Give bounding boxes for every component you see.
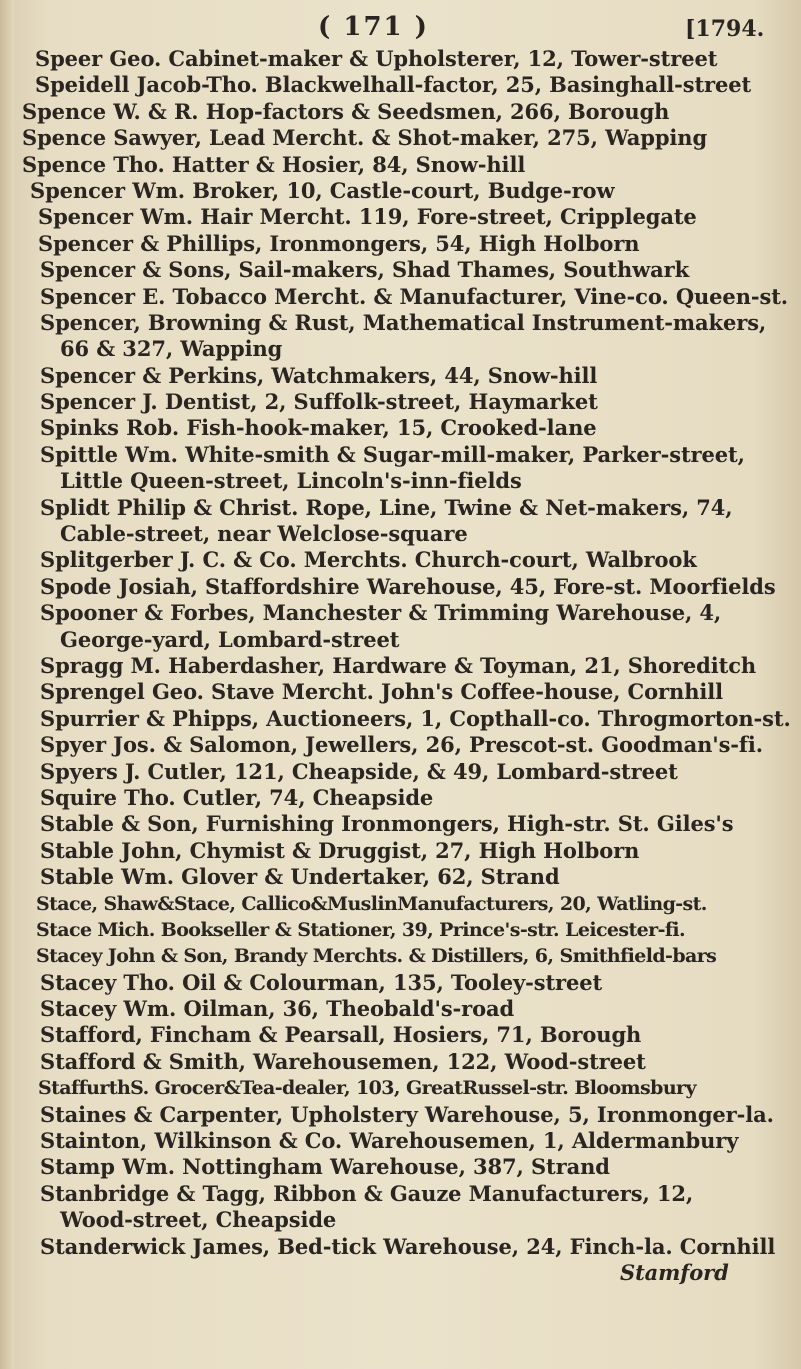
entry-line: Staines & Carpenter, Upholstery Warehouse, 5, Ironmonger-la. xyxy=(40,1101,774,1127)
entry-line: Stable Wm. Glover & Undertaker, 62, Strand xyxy=(40,864,560,890)
entry-line: Splitgerber J. C. & Co. Merchts. Church-court, Walbrook xyxy=(40,547,697,573)
entry-line: Spencer & Perkins, Watchmakers, 44, Snow-hill xyxy=(40,362,598,388)
entry-line: Spencer Wm. Hair Mercht. 119, Fore-street, Cripplegate xyxy=(38,204,697,230)
entry-line: Stacey John & Son, Brandy Merchts. & Distillers, 6, Smithfield-bars xyxy=(36,945,717,968)
entry-line: Stafford & Smith, Warehousemen, 122, Wood-street xyxy=(40,1048,646,1074)
entry-line: Spyer Jos. & Salomon, Jewellers, 26, Prescot-st. Goodman's-fi. xyxy=(40,732,763,758)
catchword: Stamford xyxy=(620,1259,729,1285)
entry-line: Sprengel Geo. Stave Mercht. John's Coffee-house, Cornhill xyxy=(40,679,723,705)
entry-line: Squire Tho. Cutler, 74, Cheapside xyxy=(40,784,434,810)
entry-line: Spinks Rob. Fish-hook-maker, 15, Crooked-lane xyxy=(40,415,597,441)
year-label: [1794. xyxy=(685,16,765,42)
entry-line: Stafford, Fincham & Pearsall, Hosiers, 71, Borough xyxy=(40,1022,642,1048)
entry-line: Stable John, Chymist & Druggist, 27, High Holborn xyxy=(40,837,640,863)
entry-line: Spencer E. Tobacco Mercht. & Manufacturer, Vine-co. Queen-st. xyxy=(40,283,789,309)
entry-line: Spencer & Sons, Sail-makers, Shad Thames, Southwark xyxy=(40,257,690,283)
entry-line: Spencer & Phillips, Ironmongers, 54, High Holborn xyxy=(38,230,640,256)
entry-line: Spode Josiah, Staffordshire Warehouse, 45, Fore-st. Moorfields xyxy=(40,573,776,599)
entry-line: Stacey Tho. Oil & Colourman, 135, Tooley-street xyxy=(40,969,603,995)
entry-line: Stacey Wm. Oilman, 36, Theobald's-road xyxy=(40,996,515,1022)
entry-line: Stace, Shaw&Stace, Callico&MuslinManufacturers, 20, Watling-st. xyxy=(36,892,707,915)
entry-line: George-yard, Lombard-street xyxy=(60,626,400,652)
entry-line: Spurrier & Phipps, Auctioneers, 1, Copthall-co. Throgmorton-st. xyxy=(40,705,791,731)
entry-line: Spence Tho. Hatter & Hosier, 84, Snow-hill xyxy=(22,151,526,177)
entry-line: Stamp Wm. Nottingham Warehouse, 387, Strand xyxy=(40,1154,610,1180)
entry-line: Stable & Son, Furnishing Ironmongers, High-str. St. Giles's xyxy=(40,811,734,837)
entry-line: Speer Geo. Cabinet-maker & Upholsterer, 12, Tower-street xyxy=(35,46,718,71)
page-header xyxy=(0,12,801,48)
entry-line: StaffurthS. Grocer&Tea-dealer, 103, GreatRussel-str. Bloomsbury xyxy=(38,1077,696,1100)
entry-line: Spence Sawyer, Lead Mercht. & Shot-maker, 275, Wapping xyxy=(22,125,708,151)
entry-line: Spragg M. Haberdasher, Hardware & Toyman, 21, Shoreditch xyxy=(40,652,757,678)
entry-line: Stace Mich. Bookseller & Stationer, 39, Prince's-str. Leicester-fi. xyxy=(36,918,686,941)
entry-line: Stainton, Wilkinson & Co. Warehousemen, 1, Aldermanbury xyxy=(40,1128,739,1154)
directory-entries xyxy=(0,46,801,1286)
page-number: ( 171 ) xyxy=(318,12,429,42)
entry-line: Speidell Jacob-Tho. Blackwelhall-factor, 25, Basinghall-street xyxy=(35,72,752,98)
entry-line: Standerwick James, Bed-tick Warehouse, 24, Finch-la. Cornhill xyxy=(40,1233,776,1259)
entry-line: Stanbridge & Tagg, Ribbon & Gauze Manufacturers, 12, xyxy=(40,1180,694,1206)
entry-line: Spittle Wm. White-smith & Sugar-mill-maker, Parker-street, xyxy=(40,441,745,467)
entry-line: Spence W. & R. Hop-factors & Seedsmen, 266, Borough xyxy=(22,98,670,124)
entry-line: Spencer Wm. Broker, 10, Castle-court, Budge-row xyxy=(30,177,615,203)
entry-line: Spencer J. Dentist, 2, Suffolk-street, Haymarket xyxy=(40,389,598,415)
entry-line: Spooner & Forbes, Manchester & Trimming Warehouse, 4, xyxy=(40,600,722,626)
entry-line: 66 & 327, Wapping xyxy=(60,336,283,362)
entry-line: Splidt Philip & Christ. Rope, Line, Twine & Net-makers, 74, xyxy=(40,494,733,520)
entry-line: Spyers J. Cutler, 121, Cheapside, & 49, Lombard-street xyxy=(40,758,678,784)
entry-line: Little Queen-street, Lincoln's-inn-fields xyxy=(60,468,522,494)
entry-line: Spencer, Browning & Rust, Mathematical Instrument-makers, xyxy=(40,309,767,335)
entry-line: Wood-street, Cheapside xyxy=(60,1207,337,1233)
entry-line: Cable-street, near Welclose-square xyxy=(60,521,468,547)
